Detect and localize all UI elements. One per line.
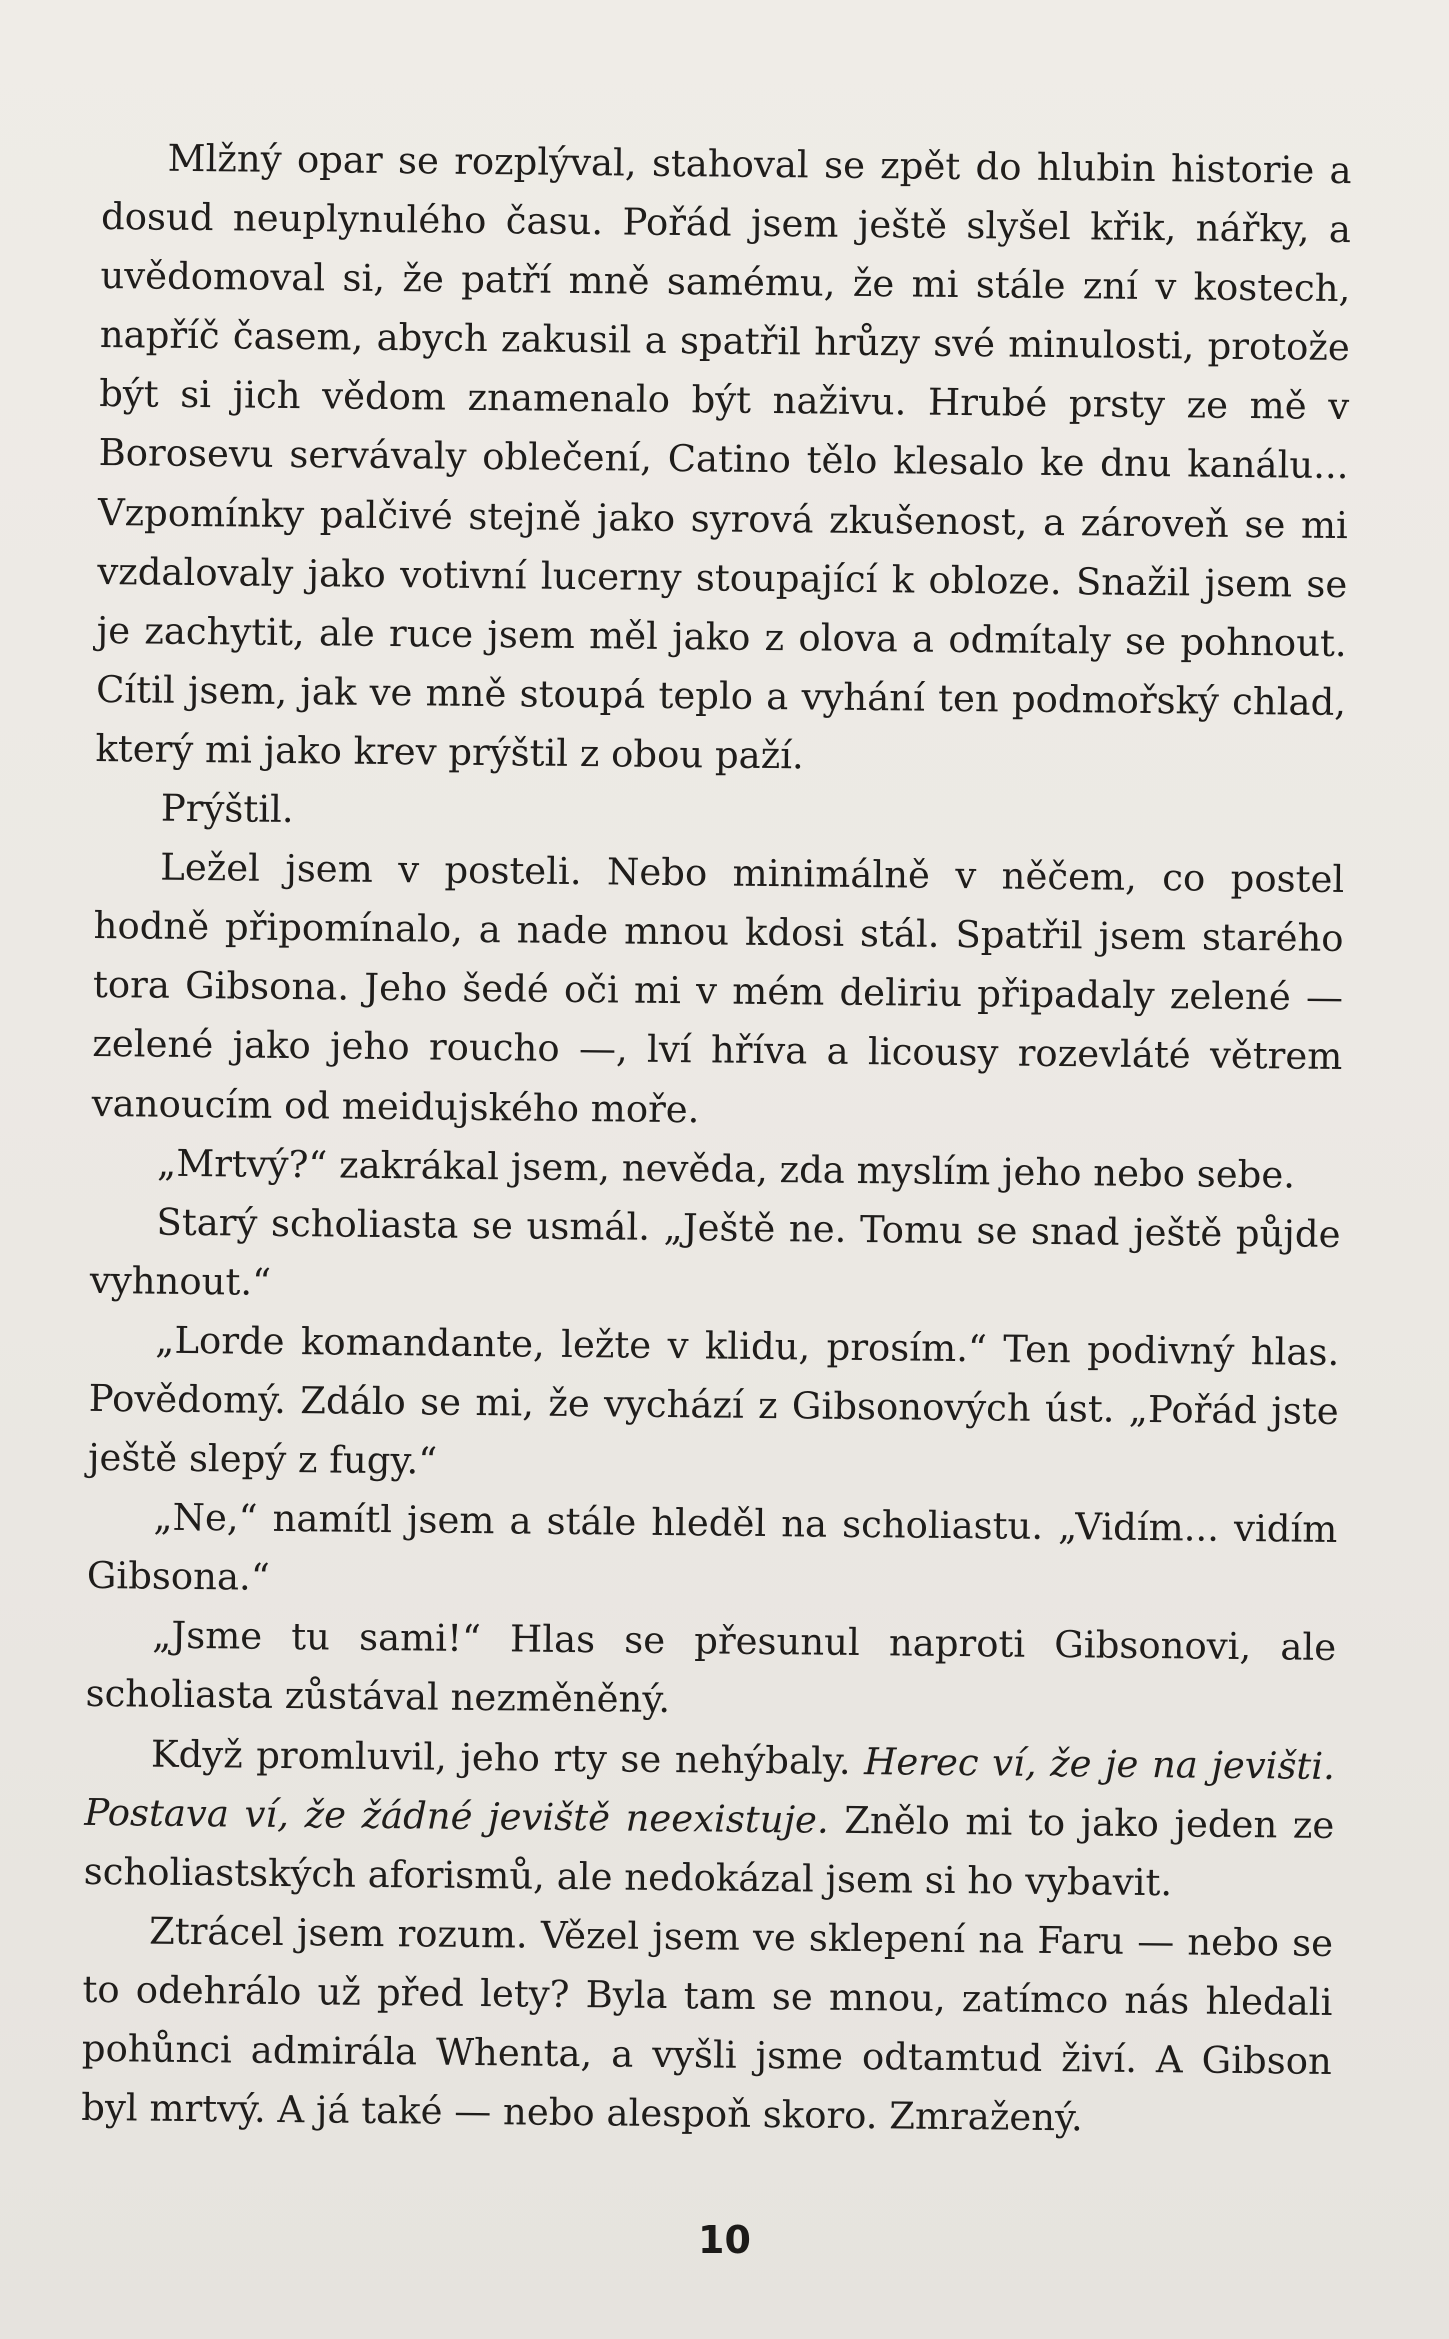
paragraph: Prýštil.	[160, 786, 294, 832]
paragraph: Ztrácel jsem rozum. Vězel jsem ve sklepení na Faru — nebo se to odehrálo už před lety? Byla tam se mnou, zatímco nás hledali pohůnci admirála Whenta, a vyšli jsme odtamtud živí. A Gibson byl mrtvý. A já také — nebo alespoň skoro. Zmražený.	[81, 1909, 1334, 2140]
paragraph: „Mrtvý?“ zakrákal jsem, nevěda, zda myslím jeho nebo sebe.	[156, 1141, 1296, 1197]
paragraph: „Ne,“ namítl jsem a stále hleděl na scholiastu. „Vidím... vidím Gibsona.“	[86, 1495, 1338, 1600]
body-text	[81, 128, 1352, 2150]
paragraph: Mlžný opar se rozplýval, stahoval se zpět do hlubin historie a dosud neuplynulého času. Pořád jsem ještě slyšel křik, nářky, a uvědomoval si, že patří mně samému, že mi stále zní v kostech, napříč časem, abych zakusil a spatřil hrůzy své minulosti, protože být si jich vědom znamenalo být naživu. Hrubé prsty ze mě v Borosevu servávaly oblečení, Catino tělo klesalo ke dnu kanálu... Vzpomínky palčivé stejně jako syrová zkušenost, a zároveň se mi vzdalovaly jako votivní lucerny stoupající k obloze. Snažil jsem se je zachytit, ale ruce jsem měl jako z olova a odmítaly se pohnout. Cítil jsem, jak ve mně stoupá teplo a vyhání ten podmořský chlad, který mi jako krev prýštil z obou paží.	[95, 136, 1352, 778]
paragraph-with-italic	[83, 1723, 1335, 1913]
paragraph: Starý scholiasta se usmál. „Ještě ne. Tomu se snad ještě půjde vyhnout.“	[89, 1200, 1341, 1304]
italic-quote: Herec ví, že je na jevišti. Postava ví, že žádné jeviště neexistuje.	[84, 1739, 1336, 1842]
paragraph: „Jsme tu sami!“ Hlas se přesunul naproti Gibsonovi, ale scholiasta zůstával nezměněný.	[85, 1613, 1337, 1722]
paragraph: Ležel jsem v posteli. Nebo minimálně v něčem, co postel hodně připomínalo, a nade mnou kdosi stál. Spatřil jsem starého tora Gibsona. Jeho šedé oči mi v mém deliriu připadaly zelené — zelené jako jeho roucho —, lví hříva a licousy rozevláté větrem vanoucím od meidujského moře.	[91, 845, 1345, 1131]
paragraph-text: Když promluvil, jeho rty se nehýbaly.	[150, 1732, 865, 1783]
paragraph-text: Znělo mi to jako jeden ze scholiastských aforismů, ale nedokázal jsem si ho vybavit.	[83, 1798, 1335, 1905]
page-number: 10	[698, 2218, 751, 2262]
paragraph: „Lorde komandante, ležte v klidu, prosím.“ Ten podivný hlas. Povědomý. Zdálo se mi, že vychází z Gibsonových úst. „Pořád jste ještě slepý z fugy.“	[87, 1318, 1340, 1483]
